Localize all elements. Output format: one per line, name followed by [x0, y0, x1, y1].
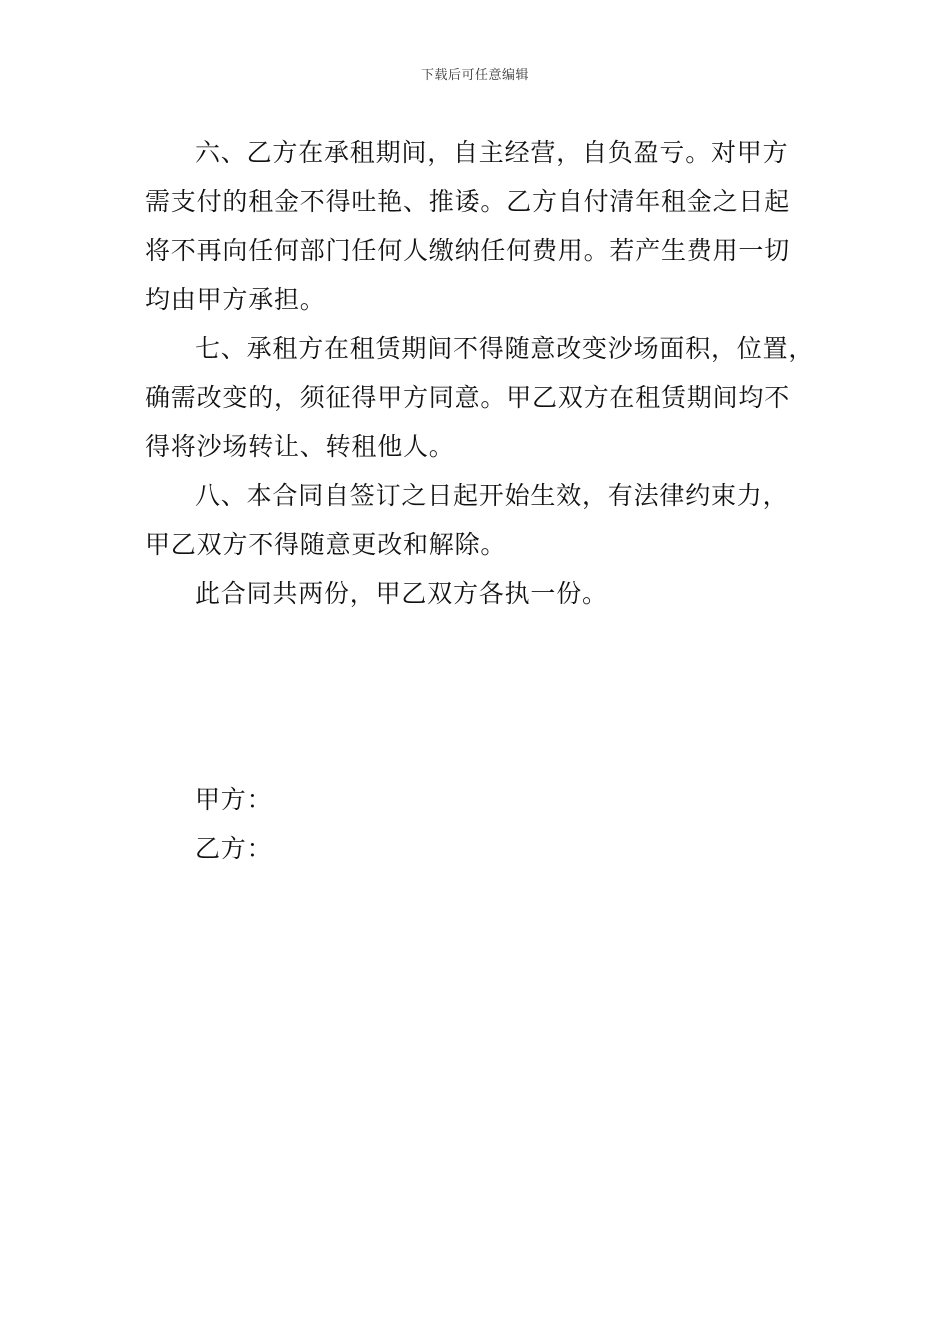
copies-statement: 此合同共两份，甲乙双方各执一份。 [195, 579, 608, 608]
clause-six: 六、乙方在承租期间，自主经营，自负盈亏。对甲方 需支付的租金不得吐艳、推诿。乙方自付清年租金之日起 将不再向任何部门任何人缴纳任何费用。若产生费用一切 均由甲方承担。 [145, 138, 791, 314]
clause-seven: 七、承租方在租赁期间不得随意改变沙场面积，位置， 确需改变的，须征得甲方同意。甲乙双方在租赁期间均不 得将沙场转让、转租他人。 [145, 334, 815, 461]
contract-body [145, 128, 825, 618]
signature-block [195, 775, 272, 873]
party-b-signature-label: 乙方： [195, 834, 273, 863]
party-a-signature-label: 甲方： [195, 785, 273, 814]
clause-eight: 八、本合同自签订之日起开始生效，有法律约束力， 甲乙双方不得随意更改和解除。 [145, 481, 789, 559]
page-header-note: 下载后可任意编辑 [420, 68, 529, 83]
